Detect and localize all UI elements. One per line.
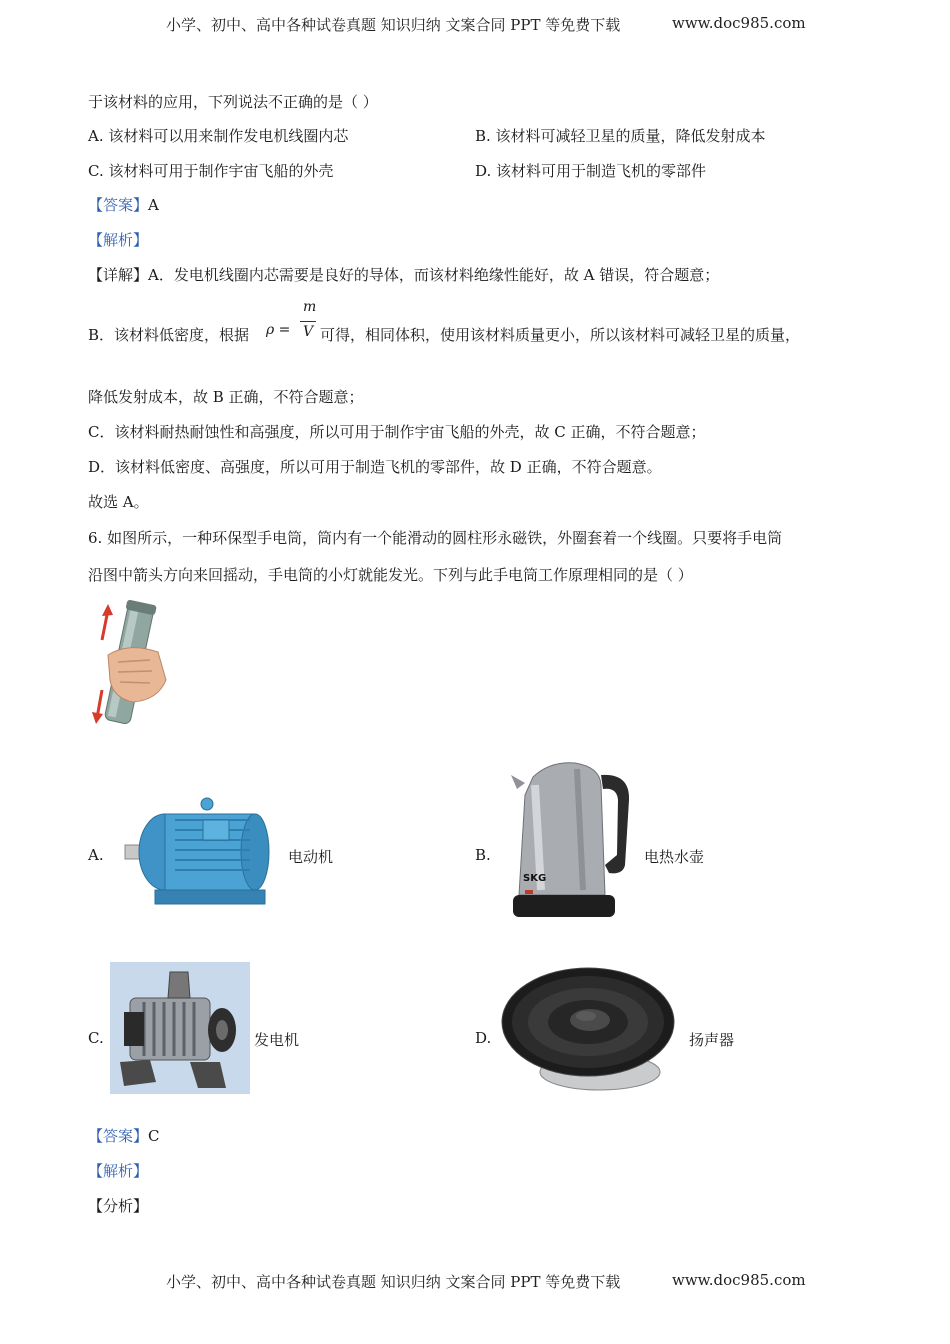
footer-text: 小学、初中、高中各种试卷真题 知识归纳 文案合同 PPT 等免费下载 [166, 1273, 621, 1291]
q6-stem-line1: 6. 如图所示，一种环保型手电筒，筒内有一个能滑动的圆柱形永磁铁，外圈套着一个线圈。只要将手电筒 [88, 529, 783, 547]
q6-answer-tag: 【答案】 [88, 1127, 149, 1145]
answer-tag: 【答案】 [88, 196, 149, 214]
q6-option-c-label: 发电机 [254, 1031, 300, 1049]
q5-analysis-tag: 【解析】 [88, 231, 149, 249]
motor-image [115, 790, 285, 915]
q5-option-c: C. 该材料可用于制作宇宙飞船的外壳 [88, 162, 334, 180]
formula-denominator: V [303, 324, 314, 340]
q5-detail-a [88, 264, 719, 285]
q6-option-b-letter: B. [475, 846, 491, 864]
q5-conclusion: 故选 A。 [88, 493, 149, 511]
q6-analysis-tag: 【解析】 [88, 1162, 149, 1180]
q5-detail-b-cont: 降低发射成本，故 B 正确，不符合题意； [88, 388, 364, 406]
detail-tag: 【详解】 [88, 266, 149, 284]
footer-url[interactable]: www.doc985.com [672, 1271, 806, 1289]
q5-option-a: A. 该材料可以用来制作发电机线圈内芯 [88, 127, 349, 145]
flashlight-image [88, 600, 178, 730]
kettle-image [505, 755, 635, 920]
q6-option-a-label: 电动机 [288, 848, 334, 866]
q5-stem: 于该材料的应用，下列说法不正确的是（ ） [88, 93, 378, 111]
q5-detail-d: D．该材料低密度、高强度，所以可用于制造飞机的零部件，故 D 正确，不符合题意。 [88, 458, 662, 476]
q6-option-b-label: 电热水壶 [644, 848, 705, 866]
q6-fenxi-tag: 【分析】 [88, 1197, 149, 1215]
q6-option-c-letter: C. [88, 1029, 104, 1047]
formula-bar [300, 321, 316, 322]
q5-detail-b-post: 可得，相同体积，使用该材料质量更小，所以该材料可减轻卫星的质量， [320, 326, 801, 344]
q5-option-b: B. 该材料可减轻卫星的质量，降低发射成本 [475, 127, 766, 145]
header-text: 小学、初中、高中各种试卷真题 知识归纳 文案合同 PPT 等免费下载 [166, 16, 621, 34]
formula-rho: ρ = [266, 322, 291, 338]
q6-answer [88, 1125, 160, 1146]
q5-detail-b-pre: B．该材料低密度，根据 [88, 326, 250, 344]
speaker-image [500, 964, 685, 1094]
formula-numerator: m [303, 299, 317, 315]
q6-stem-line2: 沿图中箭头方向来回摇动，手电筒的小灯就能发光。下列与此手电筒工作原理相同的是（ ） [88, 566, 693, 584]
q5-answer [88, 194, 159, 215]
q6-option-d-label: 扬声器 [689, 1031, 735, 1049]
detail-a-text: A．发电机线圈内芯需要是良好的导体，而该材料绝缘性能好，故 A 错误，符合题意； [148, 266, 720, 284]
generator-image [110, 962, 250, 1094]
header-url[interactable]: www.doc985.com [672, 14, 806, 32]
kettle-brand: SKG [523, 873, 547, 884]
q5-detail-c: C．该材料耐热耐蚀性和高强度，所以可用于制作宇宙飞船的外壳，故 C 正确，不符合题意； [88, 423, 706, 441]
q6-option-a-letter: A. [88, 846, 104, 864]
q6-answer-value: C [148, 1127, 160, 1145]
answer-value: A [148, 196, 159, 214]
q5-option-d: D. 该材料可用于制造飞机的零部件 [475, 162, 707, 180]
q6-option-d-letter: D. [475, 1029, 492, 1047]
